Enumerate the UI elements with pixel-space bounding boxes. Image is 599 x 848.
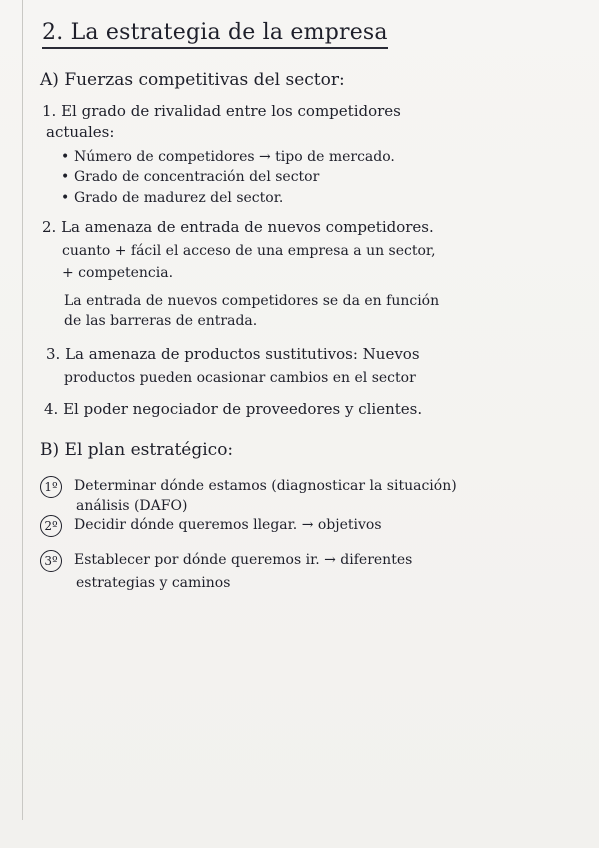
margin-rule xyxy=(22,0,23,820)
item-1-bullet-1: • Número de competidores → tipo de mercado. xyxy=(74,149,395,165)
item-4-line-1: 4. El poder negociador de proveedores y clientes. xyxy=(44,400,423,418)
step-2-line-1: Decidir dónde queremos llegar. → objetivos xyxy=(74,517,382,533)
item-2-line-4: La entrada de nuevos competidores se da en función xyxy=(64,293,440,309)
item-2-line-1: 2. La amenaza de entrada de nuevos competidores. xyxy=(42,218,434,236)
step-1-line-1: Determinar dónde estamos (diagnosticar la situación) xyxy=(74,478,457,494)
item-2-line-5: de las barreras de entrada. xyxy=(64,313,258,329)
page-title: 2. La estrategia de la empresa xyxy=(42,20,388,49)
step-1-badge: 1º xyxy=(40,476,62,498)
section-b-heading: B) El plan estratégico: xyxy=(40,440,234,460)
step-2-badge: 2º xyxy=(40,515,62,537)
step-3-line-1: Establecer por dónde queremos ir. → diferentes xyxy=(74,552,413,568)
step-1-line-2: análisis (DAFO) xyxy=(76,498,188,514)
step-3-line-2: estrategias y caminos xyxy=(76,575,231,591)
item-2-line-2: cuanto + fácil el acceso de una empresa a un sector, xyxy=(62,243,436,259)
section-a-heading: A) Fuerzas competitivas del sector: xyxy=(40,70,345,90)
item-1-bullet-2: • Grado de concentración del sector xyxy=(74,169,319,185)
step-3-badge: 3º xyxy=(40,550,62,572)
item-1-bullet-3: • Grado de madurez del sector. xyxy=(74,190,283,206)
item-2-line-3: + competencia. xyxy=(62,265,174,281)
item-1-line-2: actuales: xyxy=(46,123,115,141)
item-3-line-2: productos pueden ocasionar cambios en el sector xyxy=(64,370,416,386)
item-1-line-1: 1. El grado de rivalidad entre los competidores xyxy=(42,102,401,120)
item-3-line-1: 3. La amenaza de productos sustitutivos: Nuevos xyxy=(46,345,420,363)
